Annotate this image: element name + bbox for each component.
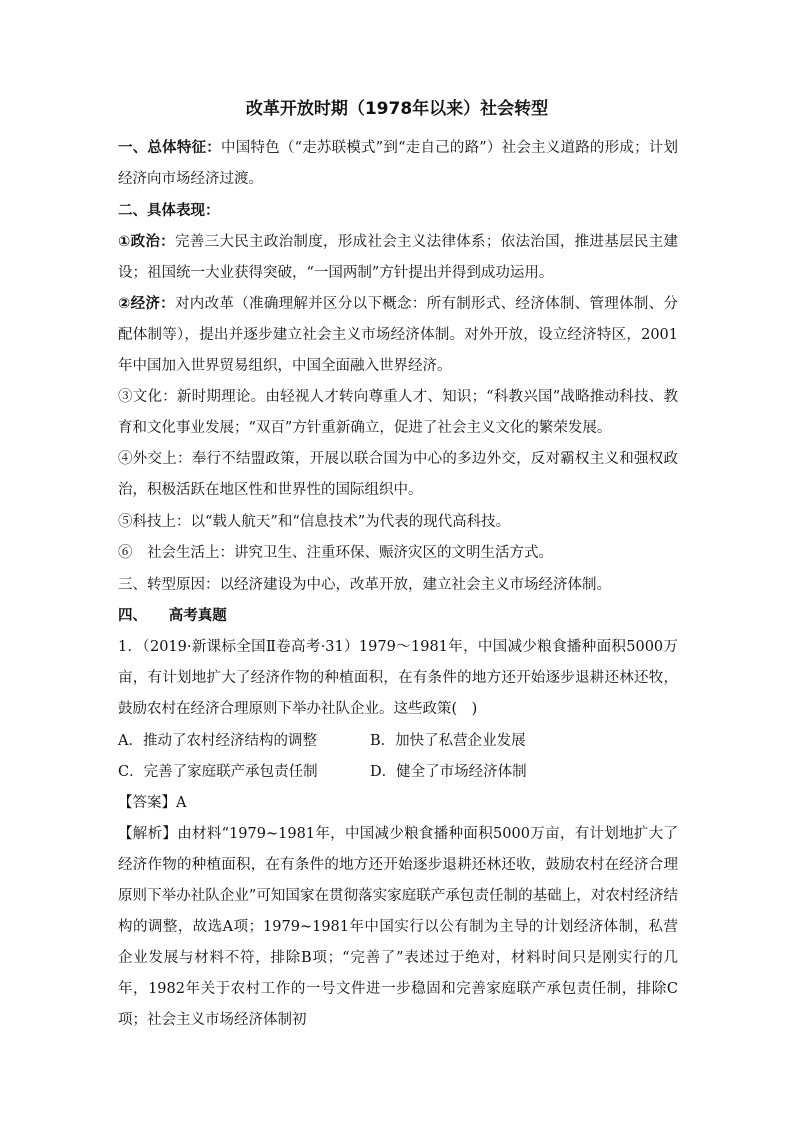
option-a: A．推动了农村经济结构的调整 [118,733,317,749]
item-economy-text: 对内改革（准确理解并区分以下概念：所有制形式、经济体制、管理体制、分配体制等），提出并逐步建立社会主义市场经济体制。对外开放，设立经济特区，2001年中国加入世界贸易组织，中国全面融入世界经济。 [118,296,679,374]
section-text-overall: 中国特色（“走苏联模式”到“走自己的路”）社会主义道路的形成；计划经济向市场经济过渡。 [118,140,678,187]
item-culture: ③文化：新时期理论。由轻视人才转向尊重人才、知识；“科教兴国”战略推动科技、教育和文化事业发展；“双百”方针重新确立，促进了社会主义文化的繁荣发展。 [118,389,678,436]
option-d: D．健全了市场经济体制 [370,764,527,780]
section-transformation-cause: 三、转型原因：以经济建设为中心，改革开放，建立社会主义市场经济体制。 [118,577,611,593]
section-specific-manifestations [118,196,678,227]
answer: 【答案】A [118,795,187,811]
section-heading-specific: 二、具体表现： [118,203,220,219]
section-exam-questions [118,601,678,632]
page-title: 改革开放时期（1978年以来）社会转型 [245,99,549,119]
item-social-life: ⑥ 社会生活上：讲究卫生、注重环保、赈济灾区的文明生活方式。 [118,545,553,561]
question-stem: 1．（2019·新课标全国Ⅱ卷高考·31）1979～1981年，中国减少粮食播种面积5000万亩，有计划地扩大了经济作物的种植面积，在有条件的地方还开始逐步退耕还林还牧，鼓励农村在经济合理原则下举办社队企业。这些政策( ) [118,639,678,717]
item-politics-text: 完善三大民主政治制度，形成社会主义法律体系；依法治国，推进基层民主建设；祖国统一大业获得突破，“一国两制”方针提出并得到成功运用。 [118,234,679,281]
section-overall-features [118,133,678,195]
item-economy-lead: ②经济： [118,296,175,312]
item-economy [118,289,678,382]
item-technology: ⑤科技上：以“载人航天”和“信息技术”为代表的现代高科技。 [118,514,511,530]
section-heading-exam: 四、 高考真题 [118,608,227,624]
option-c: C．完善了家庭联产承包责任制 [118,764,318,780]
item-politics [118,227,678,289]
option-b: B．加快了私营企业发展 [370,733,526,749]
item-diplomacy: ④外交上：奉行不结盟政策，开展以联合国为中心的多边外交，反对霸权主义和强权政治，积极活跃在地区性和世界性的国际组织中。 [118,451,678,498]
analysis: 【解析】由材料“1979~1981年，中国减少粮食播种面积5000万亩，有计划地扩大了经济作物的种植面积，在有条件的地方还开始逐步退耕还林还收，鼓励农村在经济合理原则下举办社队企业”可知国家在贯彻落实家庭联产承包责任制的基础上，对农村经济结构的调整，故选A项；1979~1981年中国实行以公有制为主导的计划经济体制，私营企业发展与材料不符，排除B项；“完善了”表述过于绝对，材料时间只是刚实行的几年，1982年关于农村工作的一号文件进一步稳固和完善家庭联产承包责任制，排除C项；社会主义市场经济体制初 [118,826,678,1028]
section-heading-overall: 一、总体特征： [118,140,221,156]
item-politics-lead: ①政治： [118,234,175,250]
